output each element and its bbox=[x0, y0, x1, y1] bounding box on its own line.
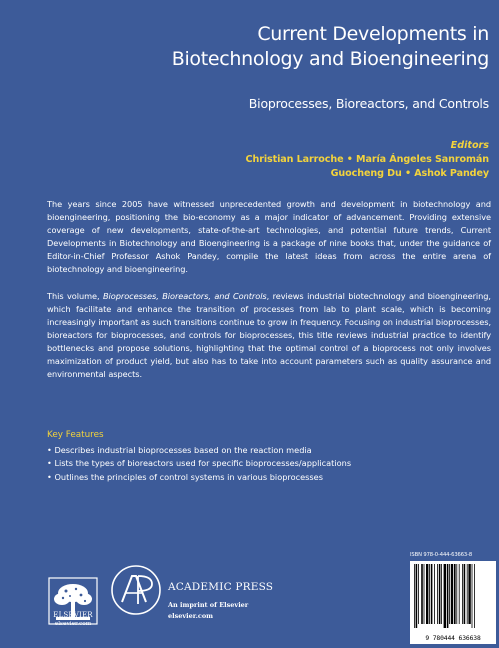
key-features bbox=[47, 429, 491, 484]
barcode-icon bbox=[412, 564, 494, 630]
key-feature-item: • Lists the types of bioreactors used for specific bioprocesses/applications bbox=[47, 457, 491, 470]
key-features-list bbox=[47, 444, 491, 484]
barcode-area bbox=[410, 552, 496, 645]
barcode-bar bbox=[416, 564, 418, 628]
description-paragraph-1: The years since 2005 have witnessed unprecedented growth and development in biotechnology and bioengineering, positioning the bio-economy as a major indicator of advancement. Providing extensive coverage of new developments, state-of-the-art technologies, and potential future trends, Current Developments in Biotechnology and Bioengineering is a package of nine books that, under the guidance of Editor-in-Chief Professor Ashok Pandey, compile the latest ideas from across the entire arena of biotechnology and bioengineering. bbox=[47, 199, 491, 275]
academic-press-imprint: An imprint of Elsevier bbox=[168, 601, 249, 609]
barcode-bar bbox=[468, 564, 470, 624]
barcode-bar bbox=[474, 564, 475, 628]
barcode-digits: 9 780444 636638 bbox=[425, 635, 481, 642]
barcode-bar bbox=[467, 564, 468, 624]
academic-press-ap-logo-icon bbox=[110, 564, 162, 616]
paragraph-2-volume-title: Bioprocesses, Bioreactors, and Controls bbox=[102, 290, 267, 301]
barcode-bar bbox=[434, 564, 435, 624]
barcode-bar bbox=[456, 564, 457, 624]
description bbox=[47, 198, 491, 394]
barcode-bar bbox=[421, 564, 423, 624]
paragraph-2-prefix: This volume, bbox=[47, 290, 103, 301]
barcode-bar bbox=[451, 564, 453, 624]
elsevier-tree-logo-icon bbox=[48, 563, 98, 641]
editors-label: Editors bbox=[450, 140, 489, 151]
series-title-line-1: Current Developments in bbox=[257, 23, 489, 45]
key-feature-item: • Outlines the principles of control systems in various bioprocesses bbox=[47, 471, 491, 484]
barcode-bar bbox=[439, 564, 441, 624]
barcode-bar bbox=[429, 564, 430, 624]
barcode-bar bbox=[454, 564, 456, 624]
barcode-bar bbox=[444, 564, 446, 628]
barcode-bar bbox=[424, 564, 425, 624]
barcode-bar bbox=[447, 564, 449, 628]
barcode-bar bbox=[431, 564, 433, 624]
barcode-panel bbox=[410, 561, 496, 644]
barcode-bar bbox=[426, 564, 428, 624]
barcode-bar bbox=[462, 564, 463, 624]
barcode-bar bbox=[441, 564, 442, 624]
barcode-bar bbox=[449, 564, 450, 624]
series-title-line-2: Biotechnology and Bioengineering bbox=[171, 48, 489, 70]
paragraph-2-body: , reviews industrial biotechnology and bioengineering, which facilitate and enhance the transition of processes from lab to plant scale, which is becoming increasingly important as such transitions continue to grow in frequency. Focusing on industrial bioprocesses, bioreactors for bioprocesses, and controls for bioprocesses, this title reviews industrial practice to identify bottlenecks and propose solutions, highlighting that the optimal control of a bioprocess not only involves maximization of product yield, but also has to take into account parameters such as quality assurance and environmental aspects. bbox=[47, 290, 491, 380]
isbn-label: ISBN 978-0-444-63663-8 bbox=[410, 552, 473, 558]
description-paragraph-2 bbox=[47, 290, 491, 382]
editors-line-1: Christian Larroche • María Ángeles Sanromán bbox=[245, 154, 489, 165]
barcode-bar bbox=[414, 564, 415, 628]
academic-press-name: ACADEMIC PRESS bbox=[168, 581, 274, 593]
barcode-bar bbox=[464, 564, 466, 624]
barcode-bar bbox=[459, 564, 460, 624]
elsevier-url: elsevier.com bbox=[54, 621, 92, 627]
editors-block bbox=[109, 139, 489, 181]
barcode-bar bbox=[418, 564, 419, 624]
academic-press-url: elsevier.com bbox=[168, 612, 214, 620]
editors-line-2: Guocheng Du • Ashok Pandey bbox=[330, 168, 489, 179]
key-feature-item: • Describes industrial bioprocesses based on the reaction media bbox=[47, 444, 491, 457]
barcode-bar bbox=[472, 564, 473, 628]
elsevier-wordmark: ELSEVIER bbox=[53, 611, 93, 619]
volume-title: Bioprocesses, Bioreactors, and Controls bbox=[248, 96, 489, 111]
series-title bbox=[109, 22, 489, 72]
key-features-title: Key Features bbox=[47, 430, 104, 440]
barcode-bar bbox=[437, 564, 438, 624]
